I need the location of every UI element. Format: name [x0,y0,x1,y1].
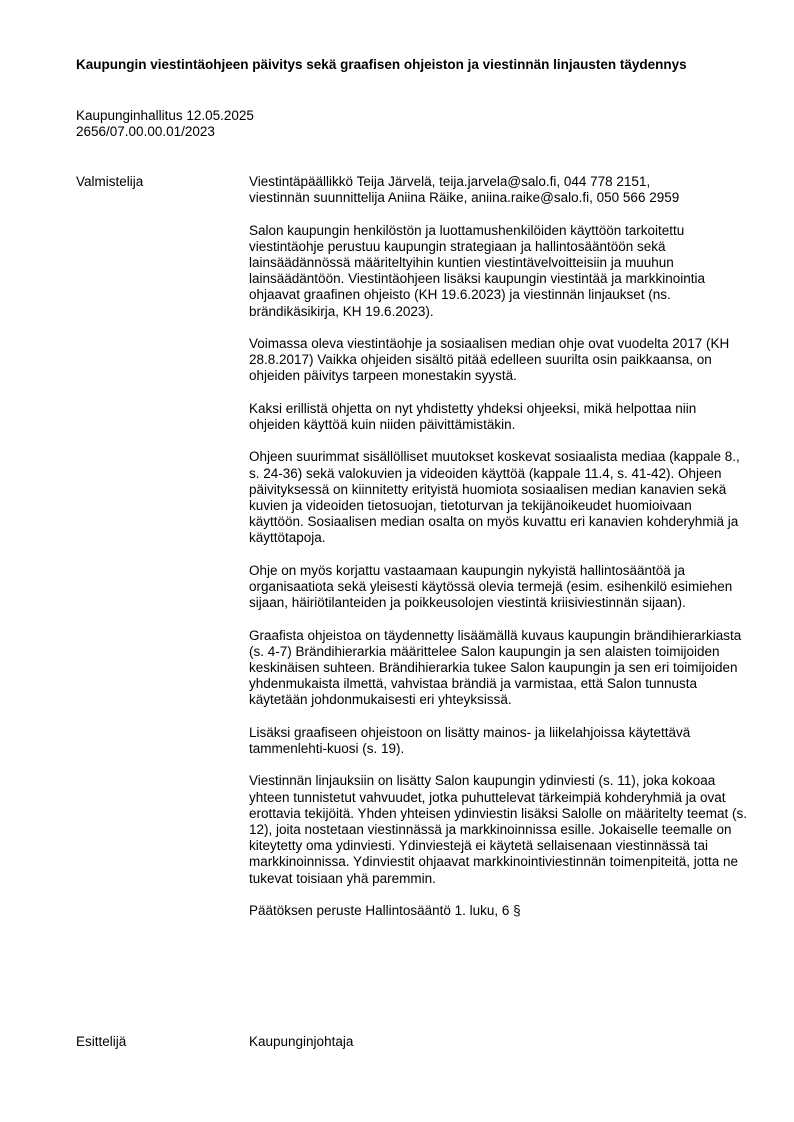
preparer-info [249,174,749,206]
body-paragraph-6: Graafista ohjeistoa on täydennetty lisäämällä kuvaus kaupungin brändihierarkiasta (s. 4-7) Brändihierarkia määrittelee Salon kaupungin ja sen alaisten toimijoiden keskinäisen suhteen. Brändihierarkia tukee Salon kaupungin ja sen eri toimijoiden yhdenmukaista ilmettä, vahvistaa brändiä ja varmistaa, että Salon tunnusta käytetään johdonmukaisesti eri yhteyksissä. [249,627,742,708]
body-paragraph-5: Ohje on myös korjattu vastaamaan kaupungin nykyistä hallintosääntöä ja organisaatiota sekä yleisesti käytössä olevia termejä (esim. esihenkilö esimiehen sijaan, häiriötilanteiden ja poikkeusolojen viestintä kriisiviestinnän sijaan). [249,562,733,611]
body-paragraph-4: Ohjeen suurimmat sisällölliset muutokset koskevat sosiaalista mediaa (kappale 8., s. 24-36) sekä valokuvien ja videoiden käyttöä (kappale 11.4, s. 41-42). Ohjeen päivityksessä on kiinnitetty erityistä huomiota sosiaalisen median kanavien sekä kuvien ja videoiden tietosuojan, tietoturvan ja tekijänoikeudet huomioivaan käyttöön. Sosiaalisen median osalta on myös kuvattu eri kanavien kohderyhmiä ja käyttötapoja. [249,449,740,546]
body-paragraph-3: Kaksi erillistä ohjetta on nyt yhdistetty yhdeksi ohjeeksi, mikä helpottaa niin ohjeiden käyttöä kuin niiden päivittämistäkin. [249,400,697,432]
body-paragraph-7: Lisäksi graafiseen ohjeistoon on lisätty mainos- ja liikelahjoissa käytettävä tammenlehti-kuosi (s. 19). [249,724,691,756]
body-paragraph-2: Voimassa oleva viestintäohje ja sosiaalisen median ohje ovat vuodelta 2017 (KH 28.8.2017) Vaikka ohjeiden sisältö pitää edelleen suurilta osin paikkaansa, on ohjeiden päivitys tarpeen monestakin syystä. [249,336,730,384]
presenter-label: Esittelijä [76,1034,127,1049]
body-column [249,174,749,935]
presenter-value: Kaupunginjohtaja [249,1034,354,1049]
meeting-date: Kaupunginhallitus 12.05.2025 [76,108,254,123]
body-paragraph-8: Viestinnän linjauksiin on lisätty Salon kaupungin ydinviesti (s. 11), joka kokoaa yhteen tunnistetut vahvuudet, jotka puhuttelevat tärkeimpiä kohderyhmiä ja ovat erottavia tekijöitä. Yhden yhteisen ydinviestin lisäksi Salolle on määritelty teemat (s. 12), joita nostetaan viestinnässä ja markkinoinnissa esille. Jokaiselle teemalle on kiteytetty oma ydinviesti. Ydinviestejä ei käytetä sellaisenaan viestinnässä tai markkinoinnissa. Ydinviestit ohjaavat markkinointiviestinnän toimenpiteitä, jotta ne tukevat toisiaan yhä paremmin. [249,773,747,886]
preparer-line-1: Viestintäpäällikkö Teija Järvelä, teija.jarvela@salo.fi, 044 778 2151, [249,174,651,189]
reference-number: 2656/07.00.00.01/2023 [76,124,215,139]
preparer-line-2: viestinnän suunnittelija Aniina Räike, aniina.raike@salo.fi, 050 566 2959 [249,190,680,206]
document-title: Kaupungin viestintäohjeen päivitys sekä graafisen ohjeiston ja viestinnän linjausten täydennys [76,57,687,72]
body-paragraph-1: Salon kaupungin henkilöstön ja luottamushenkilöiden käyttöön tarkoitettu viestintäohje perustuu kaupungin strategiaan ja hallintosääntöön sekä lainsäädännössä määriteltyihin kuntien viestintävelvoitteisiin ja muuhun lainsäädäntöön. Viestintäohjeen lisäksi kaupungin viestintää ja markkinointia ohjaavat graafinen ohjeisto (KH 19.6.2023) ja viestinnän linjaukset (ns. brändikäsikirja, KH 19.6.2023). [249,222,706,319]
decision-basis: Päätöksen peruste Hallintosääntö 1. luku, 6 § [249,903,521,918]
preparer-label: Valmistelija [76,174,144,189]
document-meta [76,108,254,140]
